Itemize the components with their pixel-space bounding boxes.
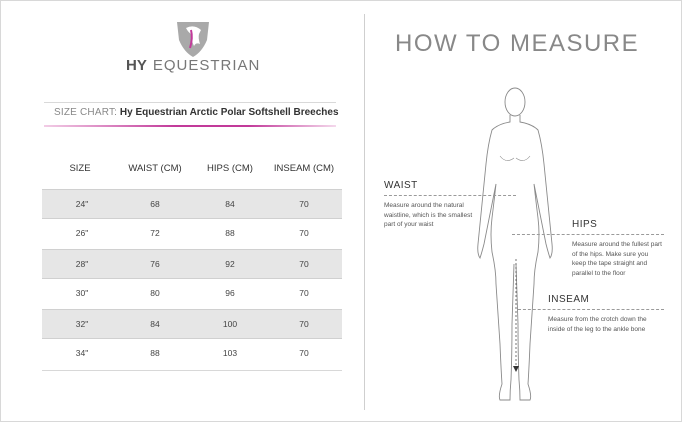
size-chart-title-bar [44,102,339,125]
cell-inseam: 70 [299,228,309,238]
inseam-description: Measure from the crotch down the inside of the leg to the ankle bone [548,316,647,333]
brand-word: EQUESTRIAN [152,57,261,74]
product-name: Hy Equestrian Arctic Polar Softshell Breeches [119,107,339,118]
waist-description: Measure around the natural waistline, which is the smallest part of your waist [384,202,473,228]
table-row [42,249,342,279]
body-outline-figure [470,84,560,414]
how-to-measure-title: HOW TO MEASURE [395,30,640,57]
hips-dashed-line [512,234,664,235]
brand-mark: HY [126,57,147,74]
header-waist: WAIST (CM) [128,163,182,174]
cell-hips: 103 [222,348,238,358]
cell-hips: 100 [222,319,238,329]
inseam-label: INSEAM [548,294,590,305]
cell-size: 24" [75,199,89,209]
cell-hips: 92 [225,259,235,269]
inseam-dashed-line [518,309,664,310]
brand-name [126,57,260,74]
cell-size: 26" [75,228,89,238]
header-size: SIZE [69,163,91,174]
table-row [42,309,342,339]
cell-inseam: 70 [299,199,309,209]
waist-dashed-line [384,195,516,196]
cell-inseam: 70 [299,348,309,358]
table-row [42,339,342,367]
waist-label: WAIST [384,180,418,191]
cell-size: 28" [75,259,89,269]
cell-waist: 72 [150,228,160,238]
cell-hips: 96 [225,288,235,298]
cell-hips: 88 [225,228,235,238]
header-hips: HIPS (CM) [207,163,253,174]
cell-waist: 68 [150,199,160,209]
header-inseam: INSEAM (CM) [273,163,335,174]
cell-inseam: 70 [299,259,309,269]
table-row [42,279,342,307]
table-row [42,219,342,247]
cell-size: 30" [75,288,89,298]
cell-inseam: 70 [299,319,309,329]
center-divider [364,14,365,410]
cell-inseam: 70 [299,288,309,298]
cell-waist: 88 [150,348,160,358]
hips-description: Measure around the fullest part of the hips. Make sure you keep the tape straight and parallel to the floor [572,241,662,277]
horse-shield-logo-icon [174,18,212,58]
accent-underline [44,125,336,127]
cell-size: 34" [75,348,89,358]
cell-waist: 84 [150,319,160,329]
size-chart-title [54,107,339,118]
cell-waist: 80 [150,288,160,298]
table-bottom-rule [42,370,342,371]
cell-hips: 84 [225,199,235,209]
table-row [42,189,342,219]
size-chart-prefix: SIZE CHART: [54,107,118,118]
hips-label: HIPS [572,219,598,230]
cell-waist: 76 [150,259,160,269]
cell-size: 32" [75,319,89,329]
